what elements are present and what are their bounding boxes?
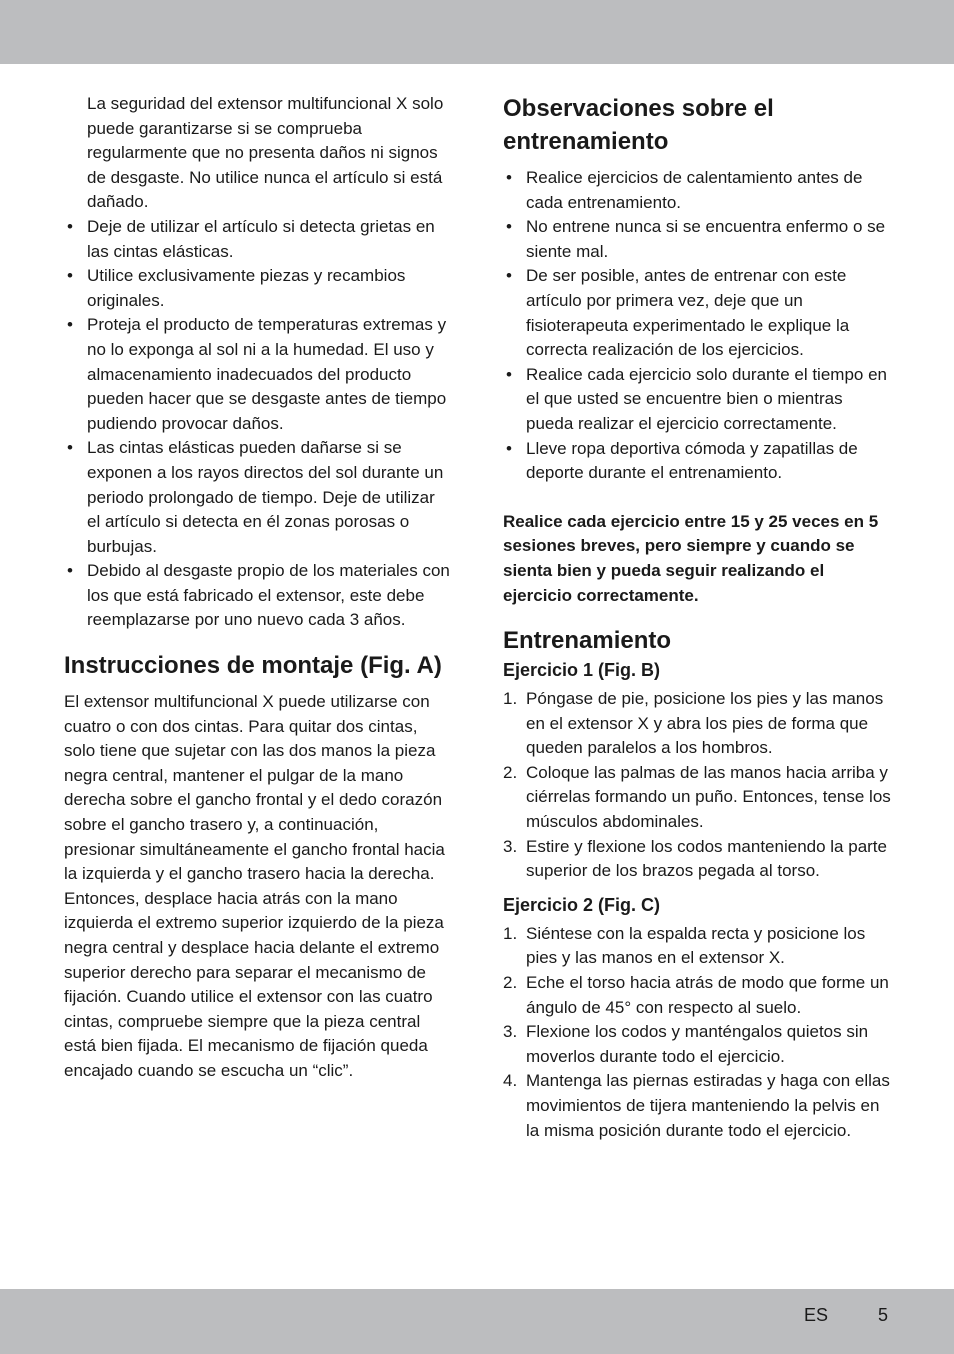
list-item [503,1020,893,1069]
header-band [0,0,954,64]
language-code: ES [804,1305,829,1325]
assembly-heading: Instrucciones de montaje (Fig. A) [64,652,442,680]
step-text: Mantenga las piernas estiradas y haga con ellas movimientos de tijera manteniendo la pelvis en la misma posición durante todo el ejercicio. [526,1071,890,1140]
step-number: 3. [503,836,518,856]
list-item [503,971,893,1020]
step-number: 3. [503,1022,518,1042]
step-text: Coloque las palmas de las manos hacia arriba y ciérrelas formando un puño. Entonces, tense los músculos abdominales. [526,762,891,832]
step-text: Siéntese con la espalda recta y posicione los pies y las manos en el extensor X. [526,923,866,968]
list-item: • Las cintas elásticas pueden dañarse si se exponen a los rayos directos del sol durante un periodo prolongado de tiempo. Deje de utilizar el artículo si detecta en él zonas porosas o burbujas. [64,436,452,559]
left-column [64,92,452,1084]
intro-paragraph: La seguridad del extensor multifuncional X solo puede garantizarse si se comprueba regularmente que no presenta daños ni signos de desgaste. No utilice nunca el artículo si está dañado. [87,94,444,212]
safety-bullet-list [64,215,452,633]
assembly-paragraph: El extensor multifuncional X puede utilizarse con cuatro o con dos cintas. Para quitar dos cintas, solo tiene que sujetar con las dos manos la pieza negra central, mantener el pulgar de la mano derecha sobre el gancho frontal y el dedo corazón sobre el gancho trasero y, a continuación, presionar simultáneamente el gancho frontal hacia la izquierda y el gancho trasero hacia la derecha. Entonces, desplace hacia atrás con la mano izquierda el extremo superior izquierdo de la pieza negra central y desplace hacia delante el extremo superior derecho para separar el mecanismo de fijación. Cuando utilice el extensor con las cuatro cintas, compruebe siempre que la pieza central está bien fijada. El mecanismo de fijación queda encajado cuando se escucha un “clic”. [64,692,445,1080]
list-item: • Realice cada ejercicio solo durante el tiempo en el que usted se encuentre bien o mientras pueda realizar el ejercicio correctamente. [503,363,893,437]
exercise1-heading: Ejercicio 1 (Fig. B) [503,660,661,681]
list-item: • De ser posible, antes de entrenar con este artículo por primera vez, deje que un fisioterapeuta experimentado le explique la correcta realización de los ejercicios. [503,264,893,362]
step-number: 1. [503,689,518,709]
exercise1-step-list [503,687,893,884]
list-item [503,922,893,971]
step-text: Póngase de pie, posicione los pies y las manos en el extensor X y abra los pies de forma que queden paralelos a los hombros. [526,689,884,758]
exercise2-step-list [503,922,893,1143]
list-item [503,687,893,761]
list-item [503,761,893,835]
training-heading: Entrenamiento [503,627,672,655]
right-column [503,92,893,1143]
list-item: • Debido al desgaste propio de los materiales con los que está fabricado el extensor, este debe reemplazarse por uno nuevo cada 3 años. [64,559,452,633]
list-item: • Deje de utilizar el artículo si detecta grietas en las cintas elásticas. [64,215,452,264]
observations-heading: Observaciones sobre el entrenamiento [503,95,774,155]
exercise2-heading: Ejercicio 2 (Fig. C) [503,894,661,915]
list-item: • Utilice exclusivamente piezas y recambios originales. [64,264,452,313]
list-item [503,1069,893,1143]
list-item: • Realice ejercicios de calentamiento antes de cada entrenamiento. [503,166,893,215]
step-number: 1. [503,923,518,943]
list-item [503,835,893,884]
step-text: Flexione los codos y manténgalos quietos sin moverlos durante todo el ejercicio. [526,1022,869,1066]
step-number: 2. [503,762,518,782]
list-item: • Proteja el producto de temperaturas extremas y no lo exponga al sol ni a la humedad. El uso y almacenamiento inadecuados del producto pueden hacer que se desgaste antes de tiempo pudiendo provocar daños. [64,313,452,436]
observations-bullet-list [503,166,893,486]
step-text: Eche el torso hacia atrás de modo que forme un ángulo de 45° con respecto al suelo. [526,973,889,1017]
list-item: • Lleve ropa deportiva cómoda y zapatillas de deporte durante el entrenamiento. [503,437,893,486]
step-number: 4. [503,1071,518,1091]
bold-note: Realice cada ejercicio entre 15 y 25 veces en 5 sesiones breves, pero siempre y cuando se sienta bien y pueda seguir realizando el ejercicio correctamente. [503,511,879,605]
list-item: • No entrene nunca si se encuentra enfermo o se siente mal. [503,215,893,264]
page-number: 5 [878,1305,889,1325]
step-text: Estire y flexione los codos manteniendo la parte superior de los brazos pegada al torso. [526,836,887,881]
step-number: 2. [503,973,518,993]
